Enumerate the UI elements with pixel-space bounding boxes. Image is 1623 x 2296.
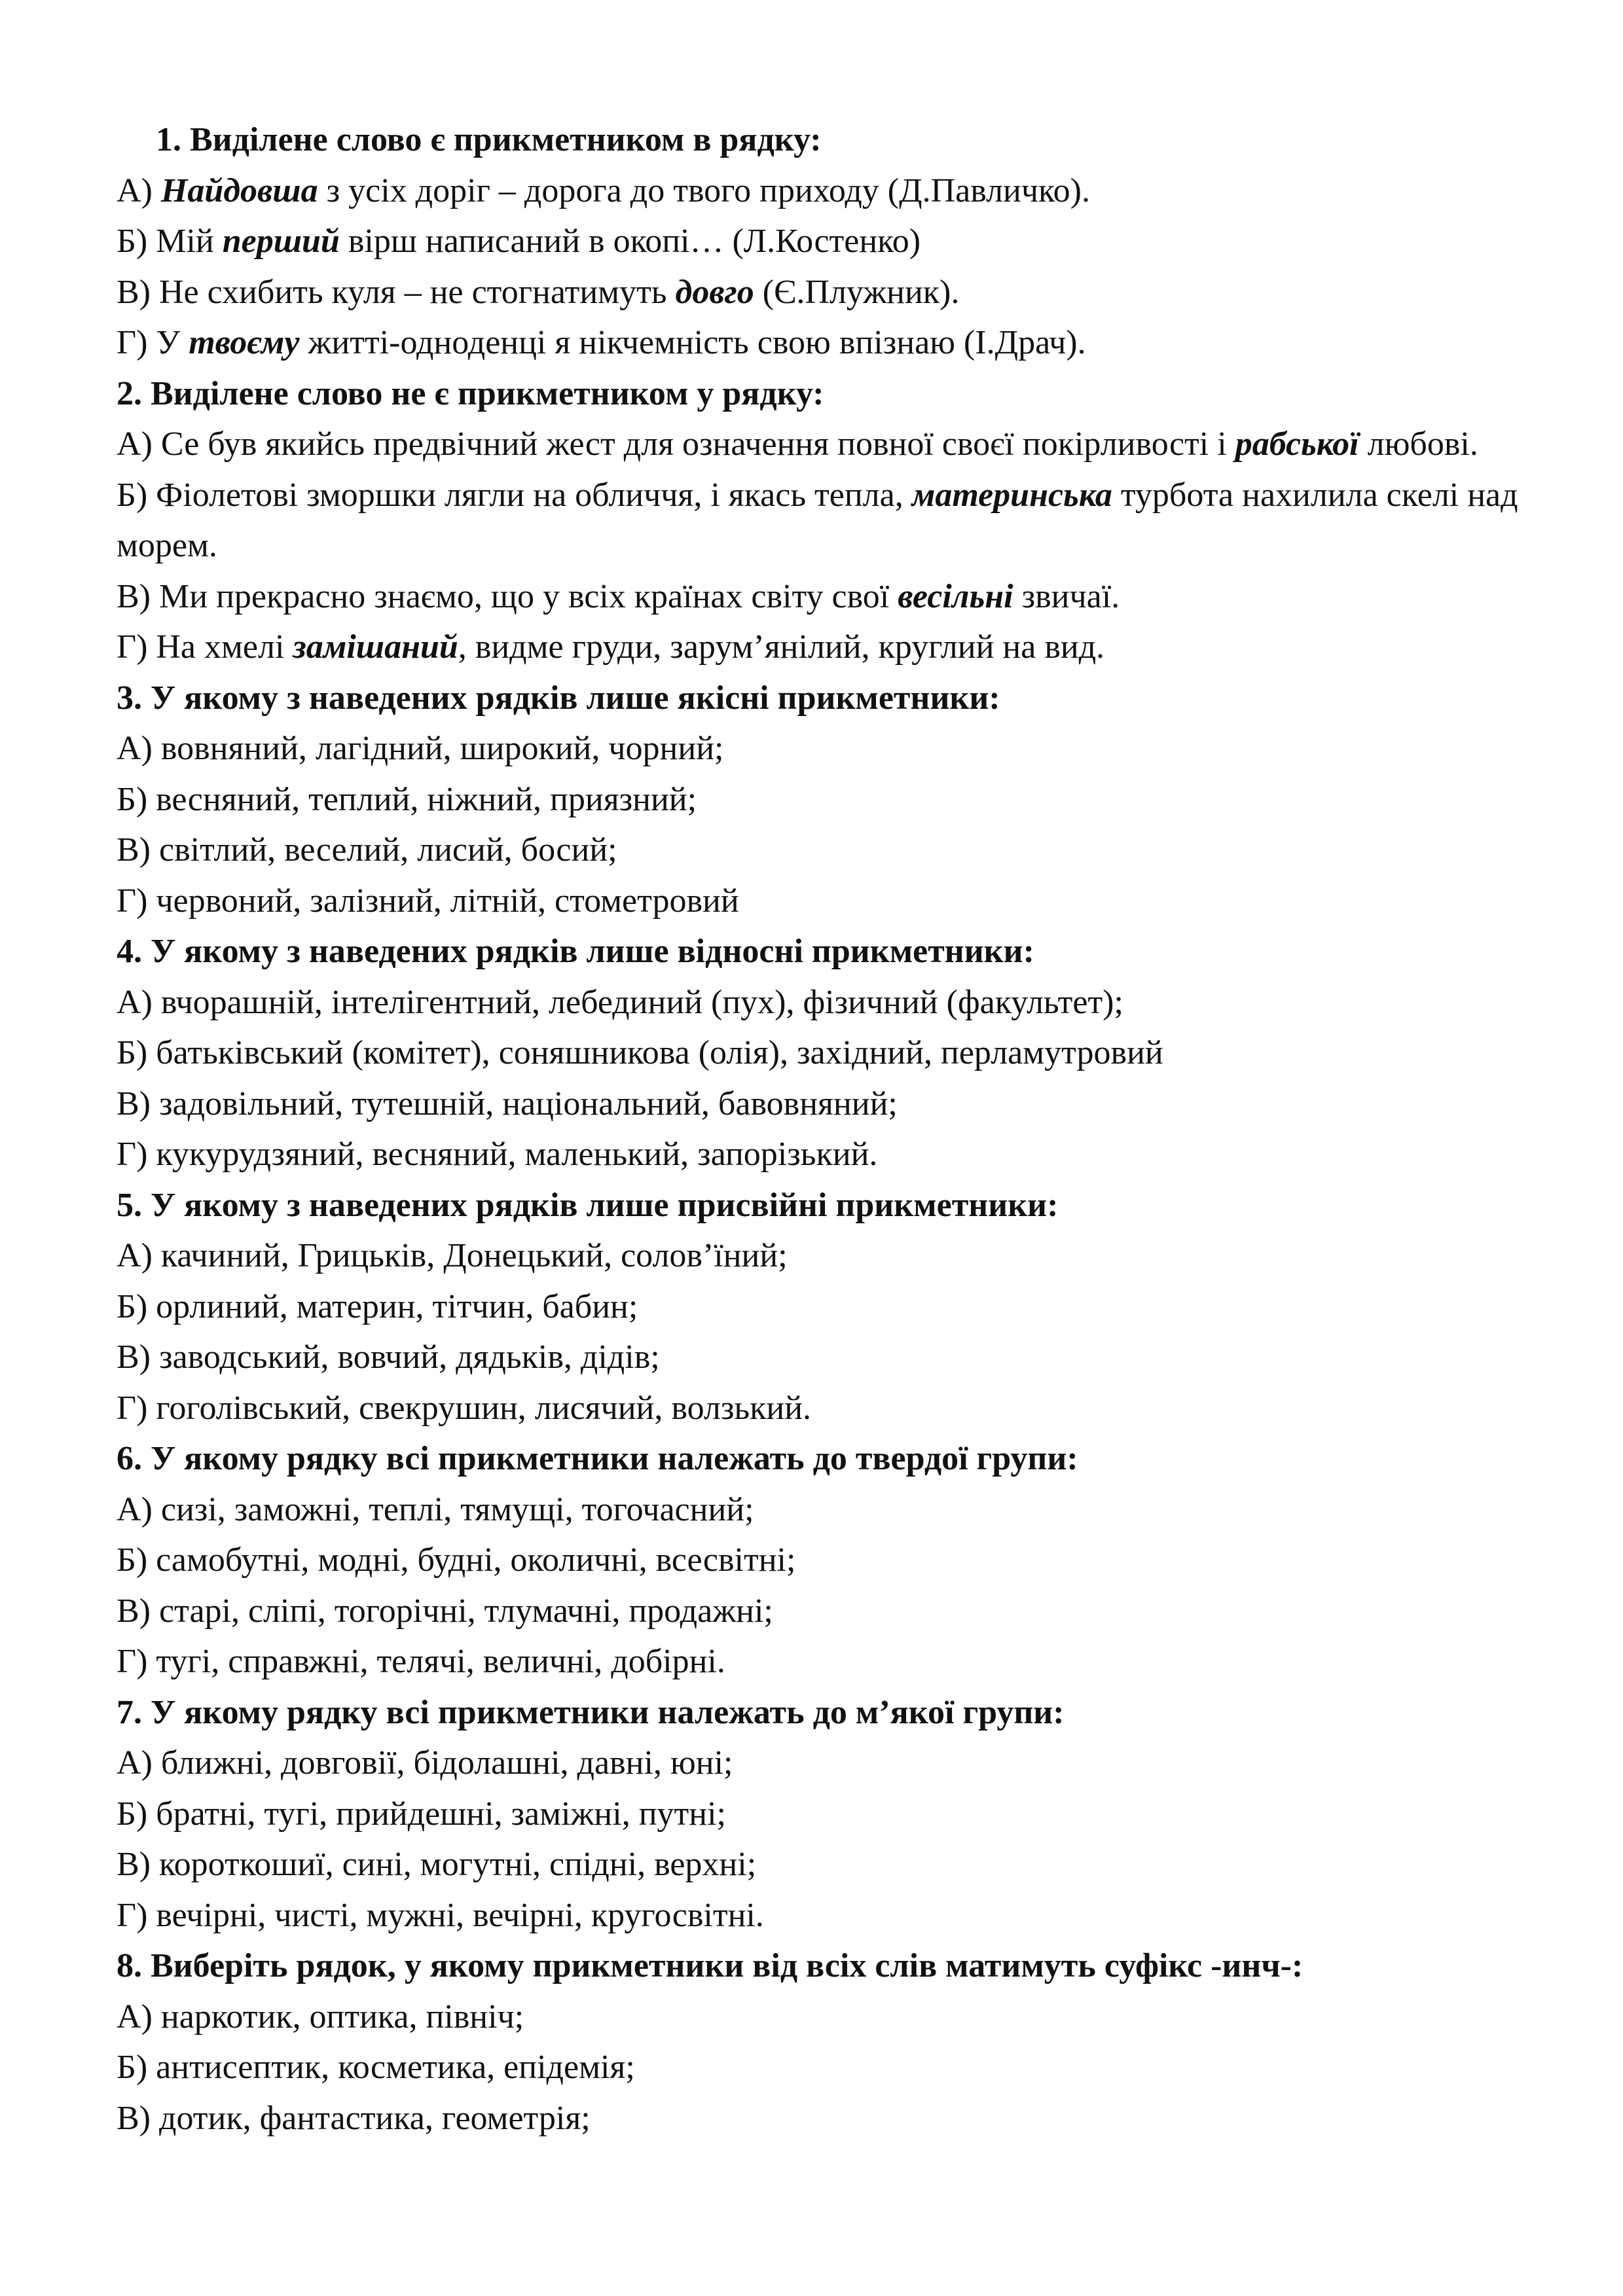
question-8-title: 8. Виберіть рядок, у якому прикметники від всіх слів матимуть суфікс -инч-: bbox=[117, 1947, 1304, 1984]
q4-option-d: Г) кукурудзяний, весняний, маленький, запорізький. bbox=[117, 1136, 878, 1173]
q6-option-a: А) сизі, заможні, теплі, тямущі, тогочасний; bbox=[117, 1490, 754, 1528]
question-4-title: 4. У якому з наведених рядків лише відносні прикметники: bbox=[117, 933, 1034, 970]
q1-option-a: А) Найдовша з усіх доріг – дорога до твого приходу (Д.Павличко). bbox=[117, 171, 1090, 209]
q3-option-d: Г) червоний, залізний, літній, стометровий bbox=[117, 882, 739, 920]
question-5-title: 5. У якому з наведених рядків лише присвійні прикметники: bbox=[117, 1186, 1059, 1224]
q8-option-b: Б) антисептик, косметика, епідемія; bbox=[117, 2049, 635, 2086]
question-6-title: 6. У якому рядку всі прикметники належать до твердої групи: bbox=[117, 1440, 1078, 1477]
q1-option-b: Б) Мій перший вірш написаний в окопі… (Л.Костенко) bbox=[117, 223, 921, 260]
highlighted-word: перший bbox=[222, 223, 340, 260]
q6-option-d: Г) тугі, справжні, телячі, величні, добірні. bbox=[117, 1643, 725, 1680]
question-3-title: 3. У якому з наведених рядків лише якісні прикметники: bbox=[117, 679, 1000, 717]
q3-option-c: В) світлий, веселий, лисий, босий; bbox=[117, 831, 617, 869]
q3-option-b: Б) весняний, теплий, ніжний, приязний; bbox=[117, 780, 697, 818]
question-1-title: 1. Виділене слово є прикметником в рядку: bbox=[156, 121, 822, 158]
highlighted-word: довго bbox=[675, 273, 754, 311]
q2-option-d: Г) На хмелі замішаний, видме груди, зарум’янілий, круглий на вид. bbox=[117, 628, 1105, 666]
q1-option-c: В) Не схибить куля – не стогнатимуть довго (Є.Плужник). bbox=[117, 273, 960, 311]
q4-option-a: А) вчорашній, інтелігентний, лебединий (пух), фізичний (факультет); bbox=[117, 983, 1123, 1021]
q6-option-c: В) старі, сліпі, тогорічні, тлумачні, продажні; bbox=[117, 1592, 773, 1630]
q1-option-d: Г) У твоєму життi-одноденці я нікчемність свою впізнаю (І.Драч). bbox=[117, 324, 1086, 361]
highlighted-word: Найдовша bbox=[160, 171, 318, 209]
highlighted-word: замішаний bbox=[293, 628, 458, 666]
q4-option-c: В) задовільний, тутешній, національний, бавовняний; bbox=[117, 1085, 898, 1122]
highlighted-word: твоєму bbox=[189, 324, 300, 361]
q6-option-b: Б) самобутні, модні, будні, околичні, всесвітні; bbox=[117, 1541, 796, 1579]
question-7-title: 7. У якому рядку всі прикметники належать до м’якої групи: bbox=[117, 1693, 1065, 1731]
q4-option-b: Б) батьківський (комітет), соняшникова (олія), західний, перламутровий bbox=[117, 1034, 1163, 1071]
q7-option-c: В) короткошиї, сині, могутні, спідні, верхні; bbox=[117, 1846, 757, 1883]
q8-option-c: В) дотик, фантастика, геометрія; bbox=[117, 2099, 591, 2137]
q5-option-c: В) заводський, вовчий, дядьків, дідів; bbox=[117, 1338, 660, 1376]
q2-option-c: В) Ми прекрасно знаємо, що у всіх країнах світу свої весільні звичаї. bbox=[117, 577, 1120, 615]
q7-option-b: Б) братні, тугі, прийдешні, заміжні, путні; bbox=[117, 1795, 726, 1833]
q3-option-a: А) вовняний, лагідний, широкий, чорний; bbox=[117, 730, 724, 767]
q5-option-a: А) качиний, Грицьків, Донецький, солов’їний; bbox=[117, 1237, 788, 1274]
highlighted-word: материнська bbox=[911, 476, 1112, 514]
highlighted-word: весільні bbox=[898, 577, 1013, 615]
q2-option-a: А) Се був якийсь предвічний жест для означення повної своєї покірливості і рабської любові. bbox=[117, 425, 1478, 463]
q8-option-a: А) наркотик, оптика, північ; bbox=[117, 1998, 524, 2036]
question-2-title: 2. Виділене слово не є прикметником у рядку: bbox=[117, 374, 824, 412]
q7-option-a: А) ближні, довговії, бідолашні, давні, юні; bbox=[117, 1744, 733, 1782]
q5-option-b: Б) орлиний, материн, тітчин, бабин; bbox=[117, 1287, 638, 1325]
q2-option-b: Б) Фіолетові зморшки лягли на обличчя, і якась тепла, материнська турбота нахилила скелі над морем. bbox=[117, 476, 1518, 564]
q7-option-d: Г) вечірні, чисті, мужні, вечірні, кругосвітні. bbox=[117, 1896, 764, 1934]
highlighted-word: рабської bbox=[1235, 425, 1359, 463]
q5-option-d: Г) гоголівський, свекрушин, лисячий, волзький. bbox=[117, 1389, 812, 1427]
